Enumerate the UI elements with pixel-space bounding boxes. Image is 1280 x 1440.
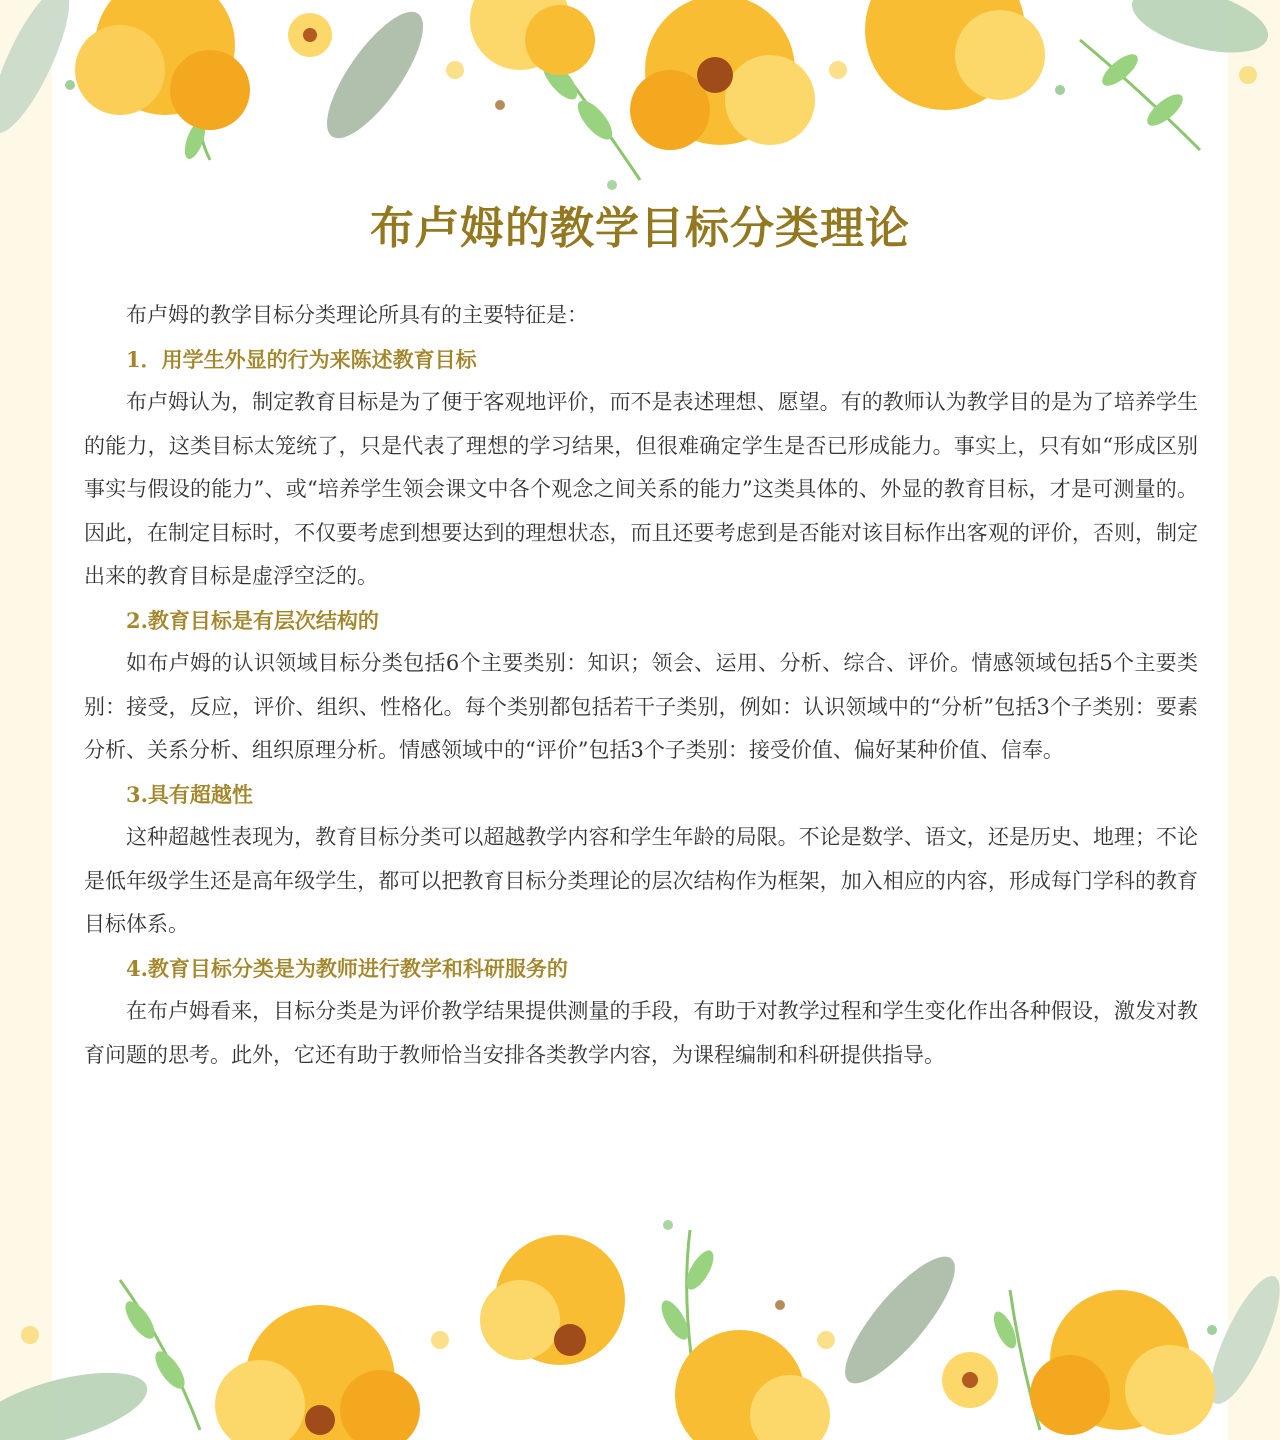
article-body	[84, 294, 1198, 1077]
section-heading: 1．用学生外显的行为来陈述教育目标	[126, 346, 477, 372]
section-paragraph: 布卢姆认为，制定教育目标是为了便于客观地评价，而不是表述理想、愿望。有的教师认为教学目的是为了培养学生的能力，这类目标太笼统了，只是代表了理想的学习结果，但很难确定学生是否已形成能力。事实上，只有如“形成区别事实与假设的能力”、或“培养学生领会课文中各个观念之间关系的能力”这类具体的、外显的教育目标，才是可测量的。因此，在制定目标时，不仅要考虑到想要达到的理想状态，而且还要考虑到是否能对该目标作出客观的评价，否则，制定出来的教育目标是虚浮空泛的。	[84, 390, 1198, 588]
section-heading: 3.具有超越性	[126, 781, 253, 807]
section-paragraph: 这种超越性表现为，教育目标分类可以超越教学内容和学生年龄的局限。不论是数学、语文，还是历史、地理；不论是低年级学生还是高年级学生，都可以把教育目标分类理论的层次结构作为框架，加入相应的内容，形成每门学科的教育目标体系。	[84, 825, 1198, 936]
section-paragraph: 如布卢姆的认识领域目标分类包括6个主要类别：知识；领会、运用、分析、综合、评价。情感领域包括5个主要类别：接受，反应，评价、组织、性格化。每个类别都包括若干子类别，例如：认识领域中的“分析”包括3个子类别：要素分析、关系分析、组织原理分析。情感领域中的“评价”包括3个子类别：接受价值、偏好某种价值、信奉。	[84, 651, 1198, 762]
page-title: 布卢姆的教学目标分类理论	[370, 203, 910, 254]
section-heading: 4.教育目标分类是为教师进行教学和科研服务的	[126, 955, 568, 981]
section-heading: 2.教育目标是有层次结构的	[126, 607, 379, 633]
section-paragraph: 在布卢姆看来，目标分类是为评价教学结果提供测量的手段，有助于对教学过程和学生变化作出各种假设，激发对教育问题的思考。此外，它还有助于教师恰当安排各类教学内容，为课程编制和科研提供指导。	[84, 999, 1198, 1067]
intro-paragraph: 布卢姆的教学目标分类理论所具有的主要特征是：	[126, 303, 588, 327]
